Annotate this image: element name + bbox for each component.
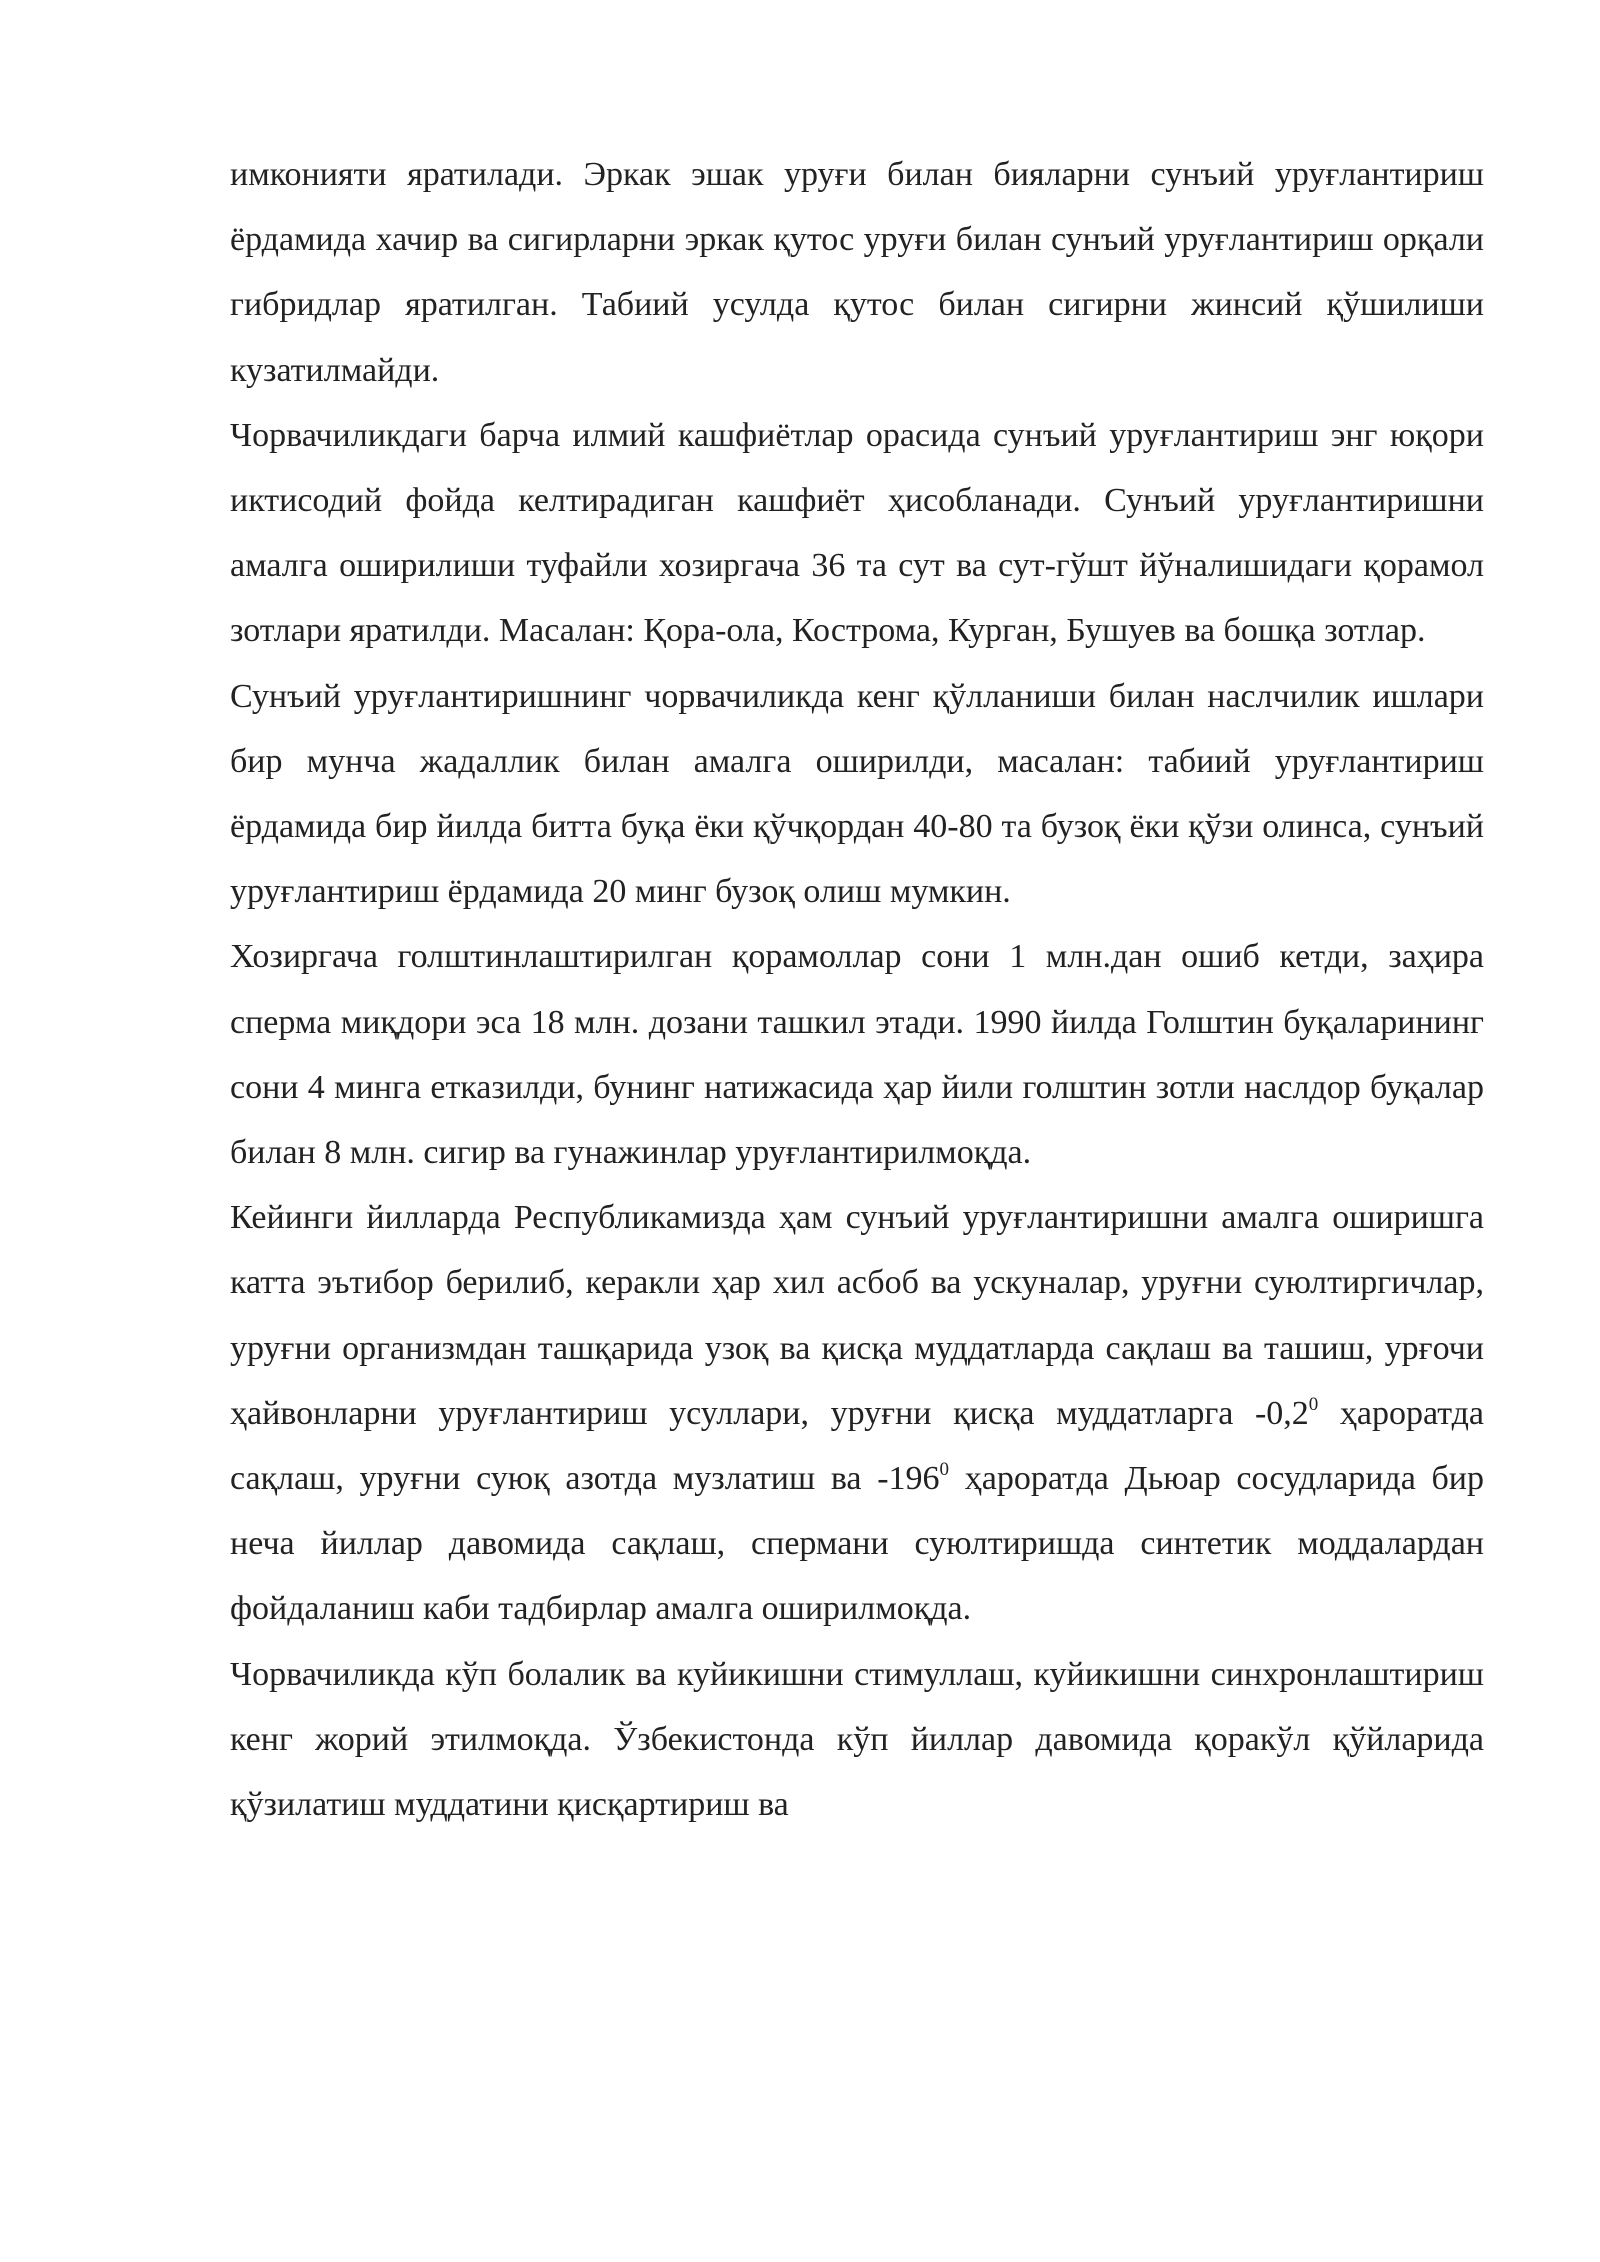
paragraph-4-text: Хозиргача голштинлаштирилган қорамоллар сони 1 млн.дан ошиб кетди, заҳира сперма миқдори эса 18 млн. дозани ташкил этади. 1990 йилда Голштин буқаларининг сони 4 минга етказилди, бунинг натижасида ҳар йили голштин зотли наслдор буқалар билан 8 млн. сигир ва гунажинлар уруғлантирилмоқда. bbox=[230, 938, 1484, 1172]
document-body bbox=[230, 142, 1484, 1837]
paragraph-5-text-c: ҳароратда Дьюар сосудларида бир неча йиллар давомида сақлаш, спермани суюлтиришда синтетик моддалардан фойдаланиш каби тадбирлар амалга оширилмоқда. bbox=[230, 1460, 1484, 1628]
paragraph-5-text-b: ҳароратда сақлаш, уруғни суюқ азотда музлатиш ва -196 bbox=[230, 1394, 1484, 1498]
paragraph-3-text: Сунъий уруғлантиришнинг чорвачиликда кенг қўлланиши билан наслчилик ишлари бир мунча жадаллик билан амалга оширилди, масалан: табиий уруғлантириш ёрдамида бир йилда битта буқа ёки қўчқордан 40-80 та бузоқ ёки қўзи олинса, сунъий уруғлантириш ёрдамида 20 минг бузоқ олиш мумкин. bbox=[230, 677, 1484, 911]
paragraph-1 bbox=[230, 142, 1484, 403]
paragraph-6 bbox=[230, 1642, 1484, 1838]
paragraph-2 bbox=[230, 403, 1484, 664]
paragraph-1-text: имконияти яратилади. Эркак эшак уруғи билан бияларни сунъий уруғлантириш ёрдамида хачир ва сигирларни эркак қутос уруғи билан сунъий уруғлантириш орқали гибридлар яратилган. Табиий усулда қутос билан сигирни жинсий қўшилиши кузатилмайди. bbox=[230, 156, 1484, 389]
degree-superscript-1: 0 bbox=[1308, 1393, 1319, 1415]
paragraph-5 bbox=[230, 1185, 1484, 1641]
paragraph-2-text: Чорвачиликдаги барча илмий кашфиётлар орасида сунъий уруғлантириш энг юқори иктисодий фойда келтирадиган кашфиёт ҳисобланади. Сунъий уруғлантиришни амалга оширилиши туфайли хозиргача 36 та сут ва сут-гўшт йўналишидаги қорамол зотлари яратилди. Масалан: Қора-ола, Кострома, Курган, Бушуев ва бошқа зотлар. bbox=[230, 416, 1484, 650]
paragraph-5-text-a: Кейинги йилларда Республикамизда ҳам сунъий уруғлантиришни амалга оширишга катта эътибор берилиб, керакли ҳар хил асбоб ва ускуналар, уруғни суюлтиргичлар, уруғни организмдан ташқарида узоқ ва қисқа муддатларда сақлаш ва ташиш, урғочи ҳайвонларни уруғлантириш усуллари, уруғни қисқа муддатларга -0,2 bbox=[230, 1199, 1484, 1432]
degree-superscript-2: 0 bbox=[939, 1458, 950, 1480]
paragraph-4 bbox=[230, 924, 1484, 1185]
paragraph-3 bbox=[230, 664, 1484, 925]
paragraph-6-text: Чорвачиликда кўп болалик ва куйикишни стимуллаш, куйикишни синхронлаштириш кенг жорий этилмоқда. Ўзбекистонда кўп йиллар давомида қоракўл қўйларида қўзилатиш муддатини қисқартириш ва bbox=[230, 1655, 1484, 1824]
